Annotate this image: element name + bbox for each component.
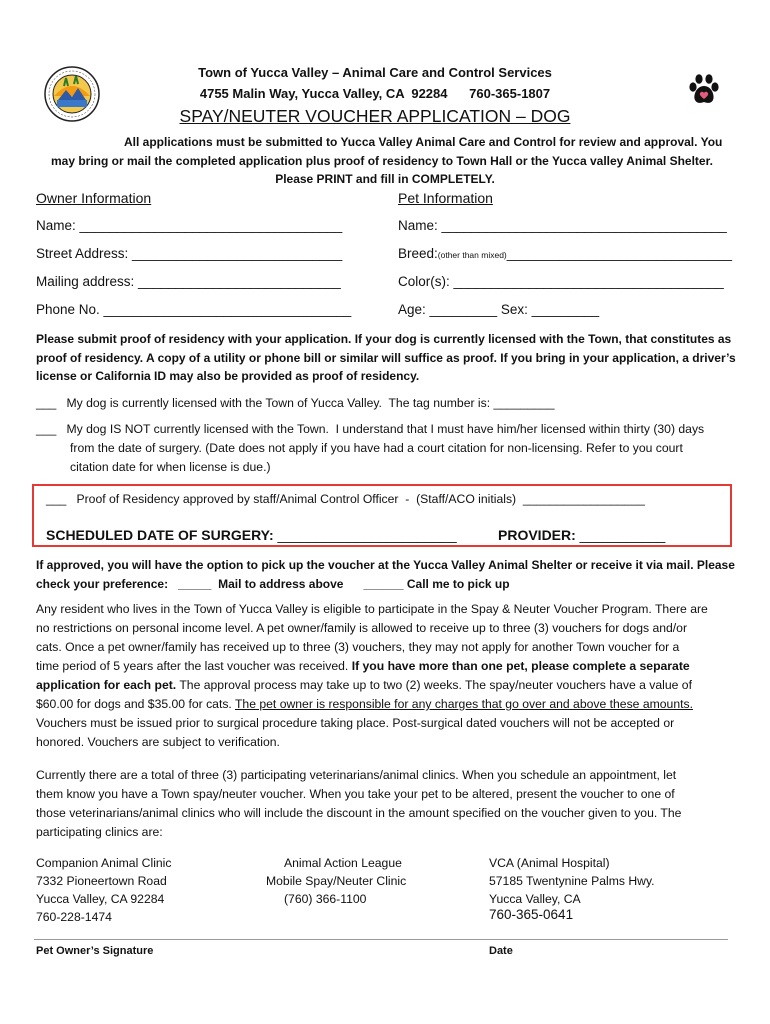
- residency-line-2: proof of residency. A copy of a utility or phone bill or similar will suffice as proof. If you bring in your application, a driver’s: [36, 351, 736, 365]
- surgery-date-label: SCHEDULED DATE OF SURGERY:: [46, 527, 274, 543]
- licensed-checkbox[interactable]: ___ My dog is currently licensed with the Town of Yucca Valley. The tag number is: _________: [36, 396, 555, 410]
- provider-label: PROVIDER:: [498, 527, 576, 543]
- clinics-intro-line-3: those veterinarians/animal clinics who will include the discount in the amount specified on the voucher given to you. The: [36, 806, 682, 820]
- intro-line-1: All applications must be submitted to Yucca Valley Animal Care and Control for review and approval. You: [124, 135, 723, 149]
- surgery-date-line: _______________________: [273, 527, 457, 543]
- clinic-2-phone: (760) 366-1100: [284, 892, 367, 906]
- program-line-4a: time period of 5 years after the last voucher was received.: [36, 659, 352, 673]
- breed-note: (other than mixed): [437, 250, 507, 260]
- residency-line-1: Please submit proof of residency with your application. If your dog is currently licensed with the Town, that constitutes as: [36, 332, 732, 346]
- program-line-4: [36, 657, 690, 676]
- proof-approved-field[interactable]: ___ Proof of Residency approved by staff/Animal Control Officer - (Staff/ACO initials) __________________: [46, 492, 645, 506]
- pet-info-heading: Pet Information: [398, 190, 493, 206]
- clinics-intro-line-4: participating clinics are:: [36, 825, 163, 839]
- program-line-5a: application for each pet.: [36, 678, 177, 692]
- program-line-6b: The pet owner is responsible for any charges that go over and above these amounts.: [234, 697, 693, 711]
- town-seal-icon: [44, 66, 100, 122]
- pickup-preference[interactable]: check your preference: _____ Mail to address above ______ Call me to pick up: [36, 577, 510, 591]
- provider-field[interactable]: [498, 527, 665, 543]
- clinic-3-name: VCA (Animal Hospital): [489, 856, 610, 870]
- program-line-7: Vouchers must be issued prior to surgical procedure taking place. Post-surgical dated vouchers will not be accepted or: [36, 716, 675, 730]
- clinic-1-city: Yucca Valley, CA 92284: [36, 892, 165, 906]
- clinic-1-name: Companion Animal Clinic: [36, 856, 172, 870]
- clinic-1-address: 7332 Pioneertown Road: [36, 874, 167, 888]
- breed-line: ______________________________: [506, 246, 733, 261]
- program-line-3: cats. Once a pet owner/family has received up to three (3) vouchers, they may not apply for another Town voucher for a: [36, 640, 680, 654]
- clinic-3-phone: 760-365-0641: [489, 907, 574, 922]
- intro-line-3: Please PRINT and fill in COMPLETELY.: [275, 172, 495, 186]
- not-licensed-line-2: from the date of surgery. (Date does not apply if you have had a court citation for non-licensing. Refer to you court: [70, 441, 683, 455]
- provider-line: ___________: [575, 527, 666, 543]
- clinic-3-city: Yucca Valley, CA: [489, 892, 581, 906]
- clinic-2-subtitle: Mobile Spay/Neuter Clinic: [266, 874, 407, 888]
- clinics-intro-line-1: Currently there are a total of three (3) participating veterinarians/animal clinics. When you schedule an appointment, let: [36, 768, 677, 782]
- program-line-4b: If you have more than one pet, please complete a separate: [351, 659, 690, 673]
- header-agency: Town of Yucca Valley – Animal Care and Control Services: [198, 65, 552, 80]
- clinic-3-address: 57185 Twentynine Palms Hwy.: [489, 874, 655, 888]
- program-line-8: honored. Vouchers are subject to verification.: [36, 735, 280, 749]
- program-line-5b: The approval process may take up to two (2) weeks. The spay/neuter vouchers have a value of: [176, 678, 692, 692]
- program-line-2: no restrictions on personal income level. A pet owner/family is allowed to receive up to three (3) vouchers for dogs and/or: [36, 621, 688, 635]
- program-line-5: [36, 676, 692, 695]
- program-line-6a: $60.00 for dogs and $35.00 for cats.: [36, 697, 235, 711]
- pet-breed-field[interactable]: [398, 246, 732, 261]
- pickup-line-1: If approved, you will have the option to pick up the voucher at the Yucca Valley Animal Shelter or receive it via mail. Please: [36, 558, 735, 572]
- owner-mailing-field[interactable]: Mailing address: ___________________________: [36, 274, 341, 289]
- residency-line-3: license or California ID may also be provided as proof of residency.: [36, 369, 420, 383]
- paw-heart-icon: [686, 72, 722, 108]
- signature-label: Pet Owner’s Signature: [36, 945, 154, 957]
- program-line-1: Any resident who lives in the Town of Yucca Valley is eligible to participate in the Spay & Neuter Voucher Program. There are: [36, 602, 708, 616]
- surgery-date-field[interactable]: [46, 527, 457, 543]
- not-licensed-checkbox[interactable]: ___ My dog IS NOT currently licensed with the Town. I understand that I must have him/her licensed within thirty (30) days: [36, 422, 705, 436]
- pet-age-sex-field[interactable]: Age: _________ Sex: _________: [398, 302, 600, 317]
- owner-name-field[interactable]: Name: ___________________________________: [36, 218, 343, 233]
- date-label: Date: [489, 945, 513, 957]
- signature-line[interactable]: [34, 939, 728, 940]
- intro-line-2: may bring or mail the completed application plus proof of residency to Town Hall or the Yucca valley Animal Shelter.: [51, 154, 713, 168]
- clinics-intro-line-2: them know you have a Town spay/neuter voucher. When you take your pet to be altered, present the voucher to one of: [36, 787, 675, 801]
- page-title: SPAY/NEUTER VOUCHER APPLICATION – DOG: [179, 106, 571, 126]
- owner-info-heading: Owner Information: [36, 190, 152, 206]
- not-licensed-line-3: citation date for when license is due.): [70, 460, 271, 474]
- breed-label: Breed:: [398, 246, 438, 261]
- program-line-6: [36, 695, 693, 714]
- header-address: 4755 Malin Way, Yucca Valley, CA 92284 760-365-1807: [199, 86, 551, 101]
- clinic-2-name: Animal Action League: [284, 856, 402, 870]
- pet-name-field[interactable]: Name: ______________________________________: [398, 218, 727, 233]
- owner-street-field[interactable]: Street Address: ____________________________: [36, 246, 343, 261]
- owner-phone-field[interactable]: Phone No. _________________________________: [36, 302, 352, 317]
- pet-color-field[interactable]: Color(s): ____________________________________: [398, 274, 724, 289]
- clinic-1-phone: 760-228-1474: [36, 910, 112, 924]
